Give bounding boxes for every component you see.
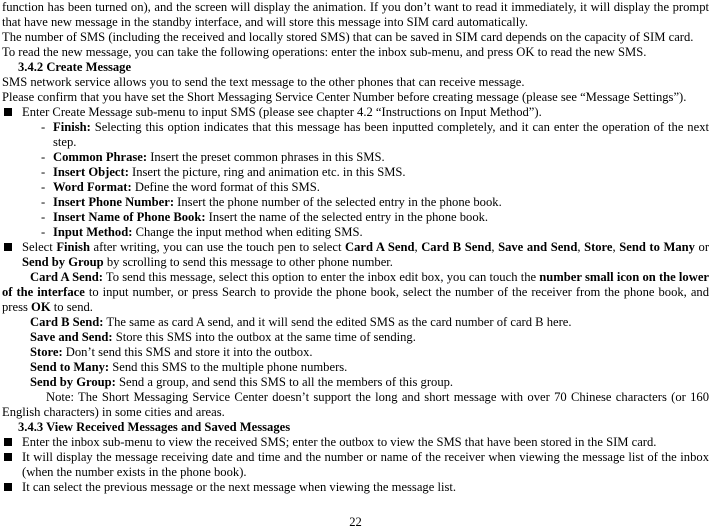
option-desc: Don’t send this SMS and store it into the outbox. (62, 345, 313, 359)
text-run: to input number, or press Search to provide the phone book, select the number of the receiver from the phone book, and press (2, 285, 710, 314)
option-term: Common Phrase: (53, 150, 148, 164)
bold-run: Save and Send (498, 240, 578, 254)
square-bullet-icon (4, 453, 12, 461)
bold-run: Store (584, 240, 613, 254)
option-desc: Insert the phone number of the selected entry in the phone book. (174, 195, 502, 209)
option-desc: Define the word format of this SMS. (131, 180, 320, 194)
bullet-item-select-finish (2, 240, 709, 270)
bullet-item-enter-create-message (2, 105, 709, 120)
create-message-paragraph-1: SMS network service allows you to send the text message to the other phones that can receive message. (2, 75, 525, 89)
bold-run: number small icon on the lower of the interface (2, 270, 710, 299)
note-paragraph: Note: The Short Messaging Service Center doesn’t support the long and short message with over 70 Chinese characters (or 160 English characters) in some cities and areas. (2, 390, 709, 419)
intro-paragraph-1: function has been turned on), and the screen will display the animation. If you don’t want to read it immediately, it will display the prompt that have new message in the standby interface, and will store this message into SIM card automatically. (2, 0, 709, 29)
send-option-store (2, 345, 709, 360)
option-term: Card A Send: (30, 270, 103, 284)
option-term: Finish: (53, 120, 91, 134)
text-run: Select (22, 240, 57, 254)
option-term: Insert Object: (53, 165, 129, 179)
send-option-card-b (2, 315, 709, 330)
option-finish (2, 120, 709, 150)
option-desc: Insert the preset common phrases in this SMS. (147, 150, 385, 164)
bullet-text: Enter Create Message sub-menu to input SMS (please see chapter 4.2 “Instructions on Input Method”). (22, 105, 542, 119)
square-bullet-icon (4, 483, 12, 491)
option-desc: Send a group, and send this SMS to all the members of this group. (115, 375, 454, 389)
bold-run: Send to Many (619, 240, 695, 254)
send-option-save-and-send (2, 330, 709, 345)
square-bullet-icon (4, 108, 12, 116)
dash-bullet: - (41, 210, 46, 224)
dash-bullet: - (41, 195, 46, 209)
page-number: 22 (349, 515, 362, 529)
dash-bullet: - (41, 165, 46, 179)
square-bullet-icon (4, 438, 12, 446)
option-term: Input Method: (53, 225, 133, 239)
option-desc: Store this SMS into the outbox at the same time of sending. (112, 330, 416, 344)
option-term: Send by Group: (30, 375, 116, 389)
bold-run: Finish (56, 240, 90, 254)
option-desc: Insert the name of the selected entry in the phone book. (205, 210, 489, 224)
square-bullet-icon (4, 243, 12, 251)
bullet-text: It will display the message receiving date and time and the number or name of the receiver when viewing the message list of the inbox (when the number exists in the phone book). (22, 450, 709, 479)
dash-bullet: - (41, 150, 46, 164)
card-a-send-paragraph (2, 270, 709, 315)
text-run: to send. (50, 300, 93, 314)
create-message-options-list (2, 120, 709, 240)
option-desc: Selecting this option indicates that this message has been inputted completely, and it can enter the operation of the next step. (53, 120, 709, 149)
text-run: or (694, 240, 710, 254)
option-insert-object (2, 165, 709, 180)
bullet-item-previous-next (2, 480, 709, 495)
bold-run: Send by Group (22, 255, 104, 269)
bold-run: Card A Send (345, 240, 415, 254)
option-common-phrase (2, 150, 709, 165)
option-term: Store: (30, 345, 63, 359)
option-desc: The same as card A send, and it will send the edited SMS as the card number of card B here. (103, 315, 572, 329)
option-desc: Change the input method when editing SMS. (132, 225, 363, 239)
dash-bullet: - (41, 180, 46, 194)
section-heading-create-message: 3.4.2 Create Message (18, 60, 132, 74)
send-option-send-by-group (2, 375, 709, 390)
intro-paragraph-2: The number of SMS (including the received and locally stored SMS) that can be saved in SIM card depends on the capacity of SIM card. (2, 30, 694, 44)
section-heading-view-messages: 3.4.3 View Received Messages and Saved Messages (18, 420, 291, 434)
text-run: by scrolling to send this message to other phone number. (103, 255, 393, 269)
option-desc: Insert the picture, ring and animation etc. in this SMS. (128, 165, 406, 179)
intro-paragraph-3: To read the new message, you can take the following operations: enter the inbox sub-menu, and press OK to read the new SMS. (2, 45, 647, 59)
text-run: , (414, 240, 422, 254)
bullet-text: Enter the inbox sub-menu to view the received SMS; enter the outbox to view the SMS that have been stored in the SIM card. (22, 435, 657, 449)
text-run: , (491, 240, 499, 254)
option-term: Word Format: (53, 180, 132, 194)
text-run: , (612, 240, 620, 254)
bullet-item-message-list-info (2, 450, 709, 480)
dash-bullet: - (41, 120, 46, 134)
option-term: Insert Phone Number: (53, 195, 175, 209)
text-run: To send this message, select this option to enter the inbox edit box, you can touch the (102, 270, 540, 284)
option-insert-name-of-phone-book (2, 210, 709, 225)
send-option-send-to-many (2, 360, 709, 375)
dash-bullet: - (41, 225, 46, 239)
text-run: after writing, you can use the touch pen to select (89, 240, 346, 254)
option-desc: Send this SMS to the multiple phone numbers. (109, 360, 348, 374)
option-word-format (2, 180, 709, 195)
bullet-text: It can select the previous message or the next message when viewing the message list. (22, 480, 457, 494)
bullet-item-view-inbox (2, 435, 709, 450)
option-insert-phone-number (2, 195, 709, 210)
option-term: Save and Send: (30, 330, 113, 344)
bold-run: OK (31, 300, 51, 314)
option-term: Insert Name of Phone Book: (53, 210, 206, 224)
option-term: Send to Many: (30, 360, 110, 374)
create-message-paragraph-2: Please confirm that you have set the Short Messaging Service Center Number before creating message (please see “Message Settings”). (2, 90, 687, 104)
option-input-method (2, 225, 709, 240)
text-run: , (577, 240, 585, 254)
bold-run: Card B Send (421, 240, 492, 254)
option-term: Card B Send: (30, 315, 104, 329)
